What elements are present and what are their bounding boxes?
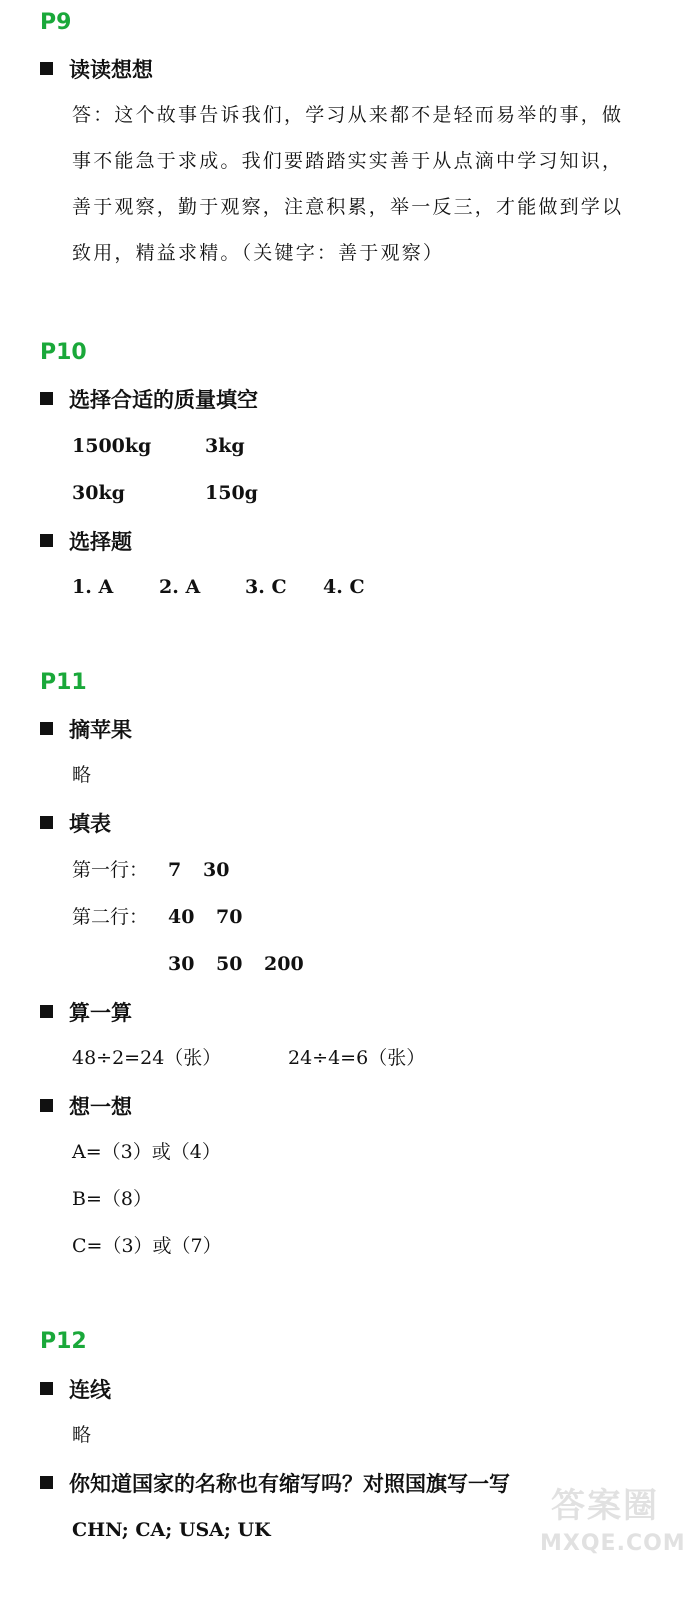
table-value: 200 (264, 953, 304, 975)
equation: 24÷4=6（张） (288, 1047, 426, 1069)
section-title-fill-table: 填表 (40, 814, 111, 835)
watermark-text: 答案圈 (551, 1486, 659, 1526)
bullet-square-icon (40, 62, 53, 75)
watermark-logo (540, 1478, 686, 1578)
bullet-square-icon (40, 816, 53, 829)
section-title-choice: 选择题 (40, 532, 132, 553)
bullet-square-icon (40, 1099, 53, 1112)
section-title-read-think: 读读想想 (40, 60, 153, 81)
table-value: 70 (216, 906, 243, 928)
section-title-mass-fill: 选择合适的质量填空 (40, 390, 258, 411)
bullet-square-icon (40, 534, 53, 547)
section-title-connect: 连线 (40, 1380, 111, 1401)
mass-answer: 30kg (72, 482, 125, 504)
page-heading-p11: P11 (40, 670, 87, 695)
row-label: 第二行： (72, 906, 149, 928)
page-heading-p9: P9 (40, 10, 72, 35)
page-heading-p12: P12 (40, 1329, 87, 1354)
table-value: 50 (216, 953, 243, 975)
bullet-square-icon (40, 392, 53, 405)
pick-apples-answer: 略 (72, 764, 92, 786)
bullet-square-icon (40, 1005, 53, 1018)
section-title-pick-apples: 摘苹果 (40, 720, 132, 741)
mass-answer: 150g (205, 482, 258, 504)
choice-answer: 4. C (323, 576, 365, 598)
think-answer-b: B=（8） (72, 1188, 152, 1210)
mass-answer: 1500kg (72, 435, 152, 457)
watermark-url: MXQE.COM (540, 1531, 686, 1556)
connect-answer: 略 (72, 1424, 92, 1446)
page-heading-p10: P10 (40, 340, 87, 365)
section-title-calculate: 算一算 (40, 1003, 132, 1024)
answer-paragraph: 答：这个故事告诉我们，学习从来都不是轻而易举的事，做事不能急于求成。我们要踏踏实实善于从点滴中学习知识，善于观察，勤于观察，注意积累，举一反三，才能做到学以致用，精益求精。（关键字：善于观察） (72, 104, 624, 264)
table-value: 40 (168, 906, 195, 928)
row-label: 第一行： (72, 859, 149, 881)
think-answer-a: A=（3）或（4） (72, 1141, 221, 1163)
mass-answer: 3kg (205, 435, 245, 457)
section-title-think: 想一想 (40, 1097, 132, 1118)
section-title-country-abbr: 你知道国家的名称也有缩写吗？对照国旗写一写 (40, 1474, 510, 1495)
choice-answer: 3. C (245, 576, 287, 598)
table-value: 30 (203, 859, 230, 881)
choice-answer: 2. A (159, 576, 201, 598)
think-answer-c: C=（3）或（7） (72, 1235, 222, 1257)
bullet-square-icon (40, 1382, 53, 1395)
equation: 48÷2=24（张） (72, 1047, 222, 1069)
choice-answer: 1. A (72, 576, 114, 598)
country-abbr-answer: CHN; CA; USA; UK (72, 1519, 271, 1541)
table-value: 30 (168, 953, 195, 975)
table-value: 7 (168, 859, 182, 881)
bullet-square-icon (40, 722, 53, 735)
bullet-square-icon (40, 1476, 53, 1489)
